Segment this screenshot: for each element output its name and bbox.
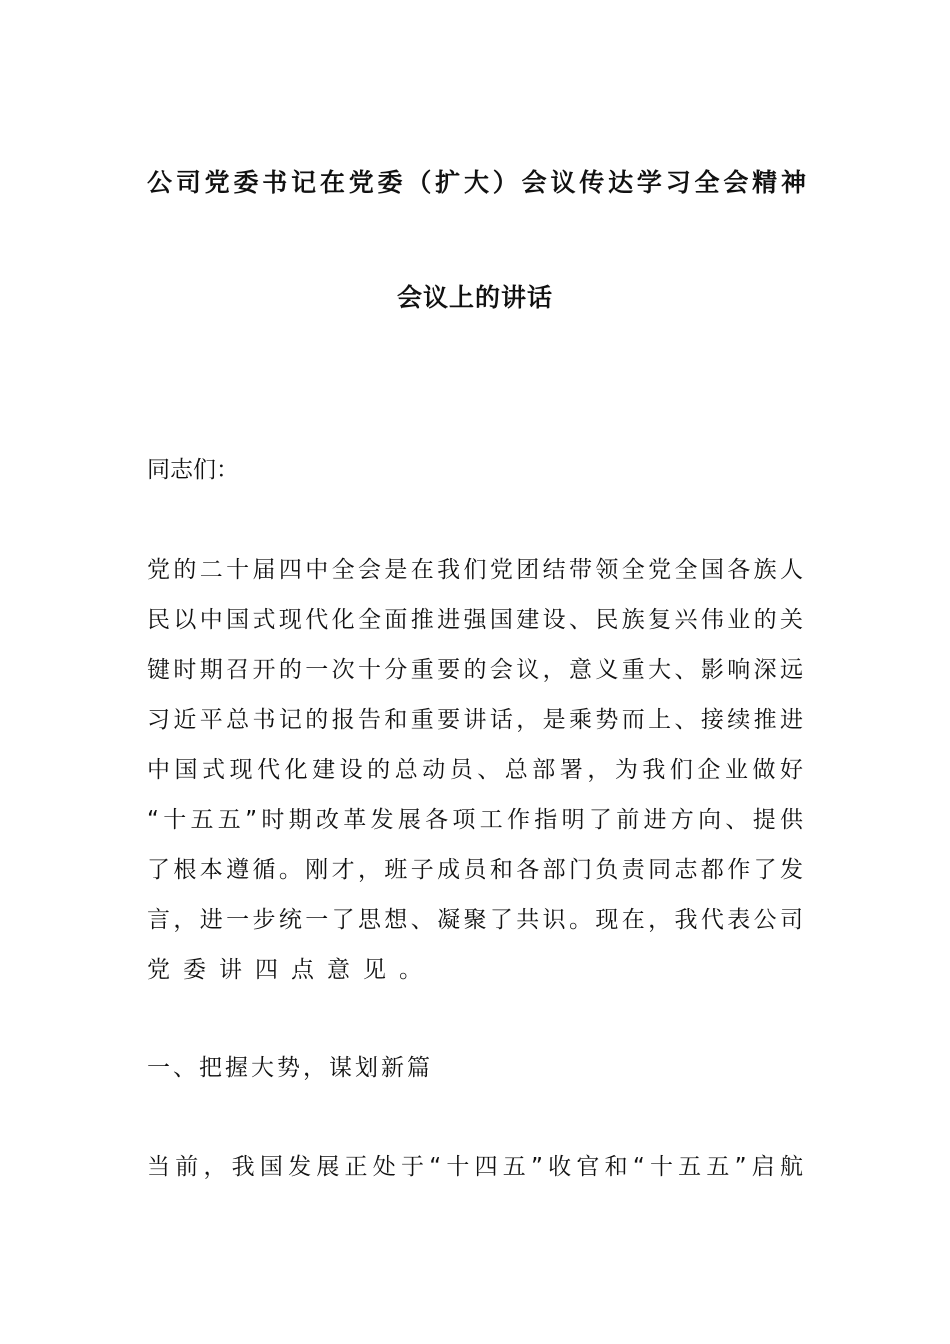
document-title-line-1: 公司党委书记在党委（扩大）会议传达学习全会精神 — [147, 168, 807, 197]
paragraph-line: “十五五”时期改革发展各项工作指明了前进方向、提供 — [147, 807, 803, 833]
greeting: 同志们： — [147, 457, 239, 483]
document-title-line-2: 会议上的讲话 — [396, 283, 553, 312]
paragraph-line: 键时期召开的一次十分重要的会议，意义重大、影响深远 — [147, 657, 803, 683]
paragraph-line: 当前，我国发展正处于“十四五”收官和“十五五”启航 — [147, 1154, 803, 1180]
paragraph-line: 党的二十届四中全会是在我们党团结带领全党全国各族人 — [147, 557, 803, 583]
paragraph-line: 中国式现代化建设的总动员、总部署，为我们企业做好 — [147, 757, 803, 783]
paragraph-line: 民以中国式现代化全面推进强国建设、民族复兴伟业的关 — [147, 607, 803, 633]
paragraph-line: 习近平总书记的报告和重要讲话，是乘势而上、接续推进 — [147, 707, 803, 733]
section-heading: 一、把握大势，谋划新篇 — [147, 1055, 433, 1081]
paragraph-line: 了根本遵循。刚才，班子成员和各部门负责同志都作了发 — [147, 857, 803, 883]
paragraph-line: 言，进一步统一了思想、凝聚了共识。现在，我代表公司 — [147, 907, 803, 933]
paragraph-line: 党委讲四点意见。 — [147, 957, 435, 983]
